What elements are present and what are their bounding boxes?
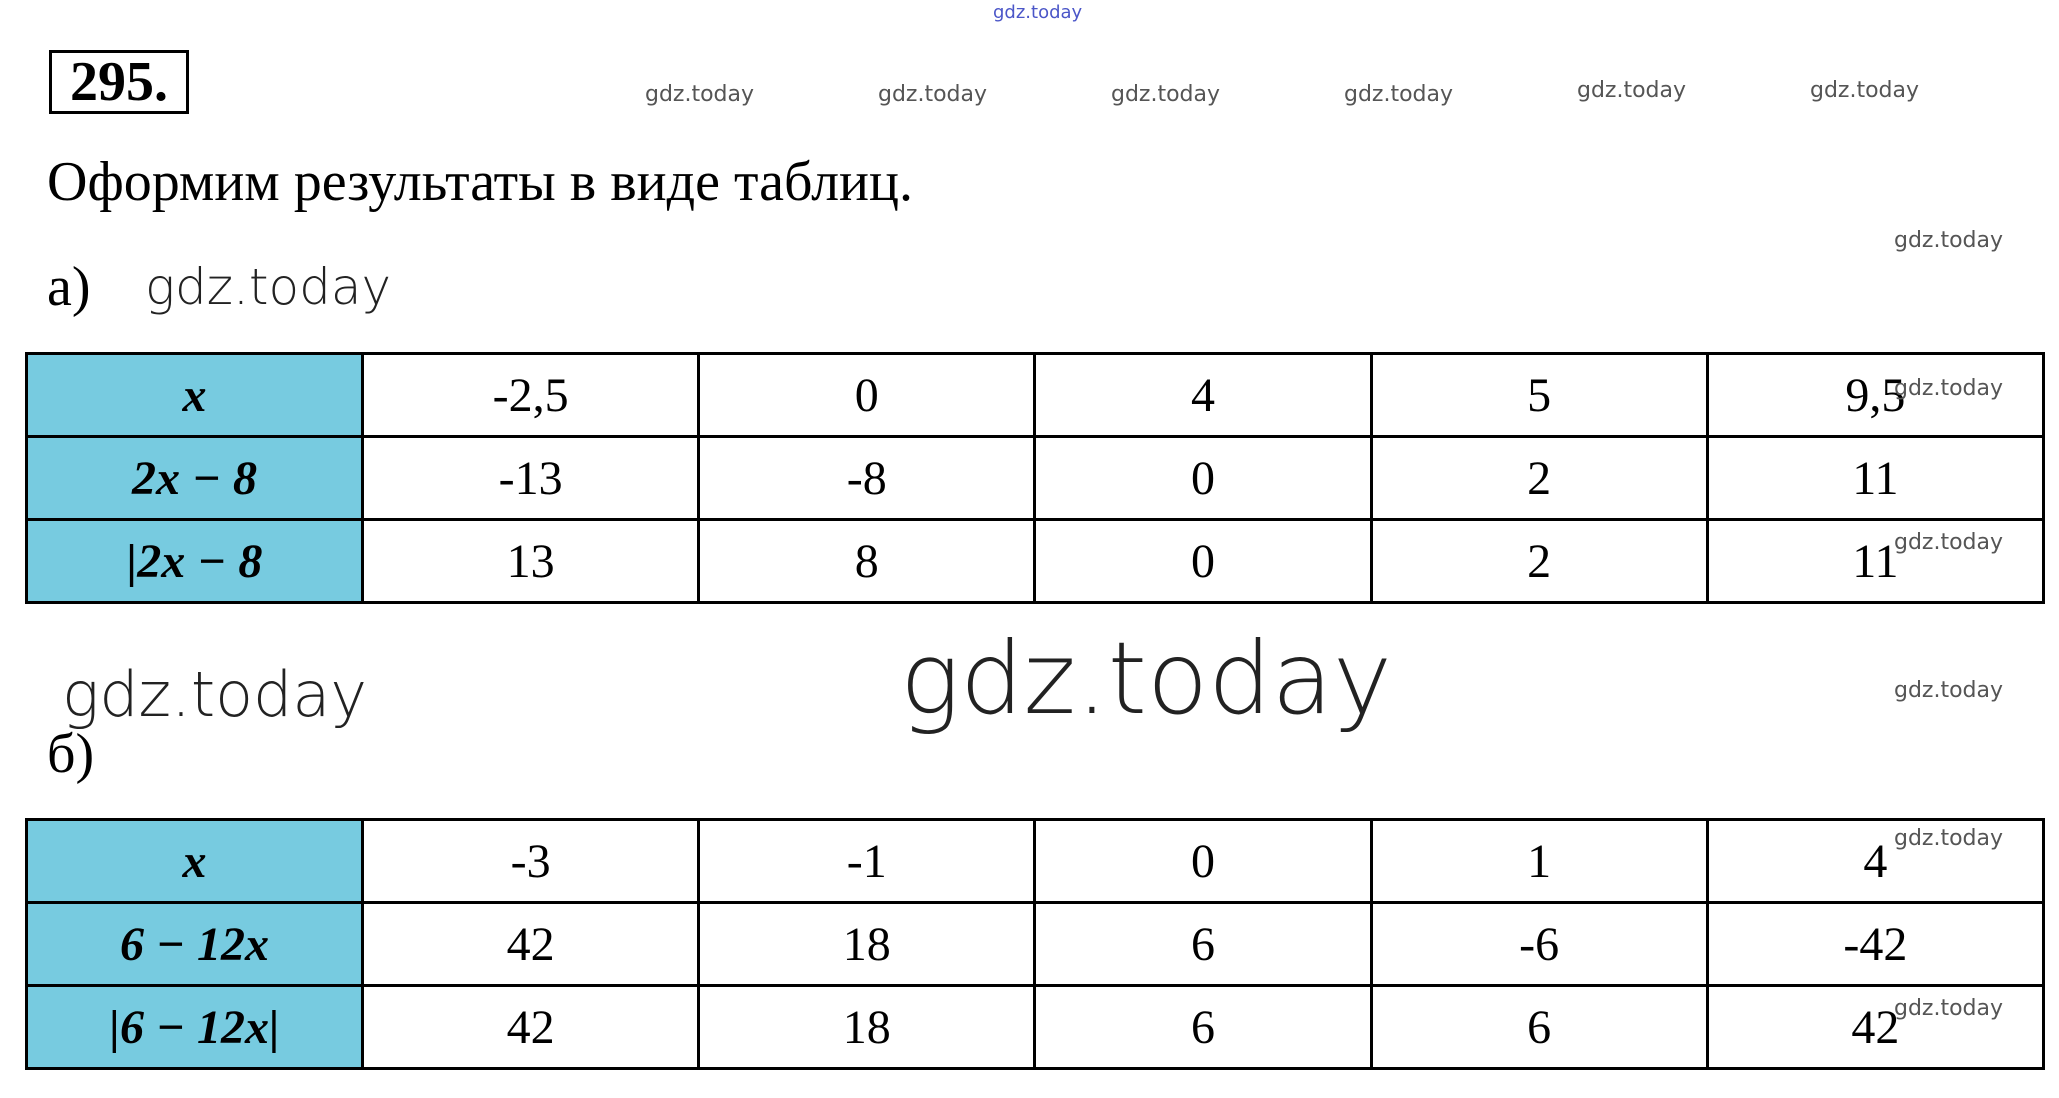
table-cell: 0	[1035, 437, 1371, 520]
table-cell: -8	[699, 437, 1035, 520]
table-row	[27, 820, 2044, 903]
table-part-a	[25, 352, 2045, 604]
table-cell: -3	[363, 820, 699, 903]
table-cell: 0	[699, 354, 1035, 437]
watermark: gdz.today	[1810, 78, 1920, 103]
row-header: 6 − 12x	[27, 903, 363, 986]
table-cell: 0	[1035, 520, 1371, 603]
table-cell: 11	[1707, 437, 2043, 520]
watermark: gdz.today	[878, 82, 988, 107]
table-cell: 2	[1371, 437, 1707, 520]
part-b-label: б)	[47, 723, 95, 785]
watermark: gdz.today	[1344, 82, 1454, 107]
watermark: gdz.today	[1111, 82, 1221, 107]
table-cell: -42	[1707, 903, 2043, 986]
row-header: |6 − 12x|	[27, 986, 363, 1069]
table-cell: -2,5	[363, 354, 699, 437]
table-row	[27, 986, 2044, 1069]
watermark: gdz.today	[1894, 376, 2004, 401]
table-cell: -1	[699, 820, 1035, 903]
table-cell: 42	[363, 903, 699, 986]
watermark-top: gdz.today	[993, 2, 1083, 23]
table-row	[27, 903, 2044, 986]
table-cell: 42	[363, 986, 699, 1069]
watermark: gdz.today	[1894, 530, 2004, 555]
table-cell: 42	[1707, 986, 2043, 1069]
table-cell: 0	[1035, 820, 1371, 903]
watermark: gdz.today	[1577, 78, 1687, 103]
table-part-b	[25, 818, 2045, 1070]
table-cell: 2	[1371, 520, 1707, 603]
table-row	[27, 437, 2044, 520]
row-header: x	[27, 820, 363, 903]
row-header: |2x − 8	[27, 520, 363, 603]
table-cell: 1	[1371, 820, 1707, 903]
table-cell: 6	[1371, 986, 1707, 1069]
table-cell: 18	[699, 986, 1035, 1069]
problem-number: 295.	[49, 50, 189, 114]
watermark-medium: gdz.today	[62, 658, 368, 731]
watermark: gdz.today	[645, 82, 755, 107]
watermark: gdz.today	[1894, 228, 2004, 253]
watermark: gdz.today	[1894, 996, 2004, 1021]
heading: Оформим результаты в виде таблиц.	[47, 151, 913, 213]
table-cell: 9,5	[1707, 354, 2043, 437]
table-row	[27, 520, 2044, 603]
table-row	[27, 354, 2044, 437]
row-header: 2x − 8	[27, 437, 363, 520]
table-cell: -6	[1371, 903, 1707, 986]
watermark: gdz.today	[1894, 826, 2004, 851]
table-cell: 6	[1035, 903, 1371, 986]
table-cell: -13	[363, 437, 699, 520]
row-header: x	[27, 354, 363, 437]
part-a-label: а)	[47, 256, 91, 318]
watermark-large: gdz.today	[900, 620, 1393, 737]
table-cell: 4	[1035, 354, 1371, 437]
table-cell: 4	[1707, 820, 2043, 903]
table-cell: 18	[699, 903, 1035, 986]
table-cell: 13	[363, 520, 699, 603]
watermark-medium: gdz.today	[145, 258, 392, 316]
table-cell: 11	[1707, 520, 2043, 603]
watermark: gdz.today	[1894, 678, 2004, 703]
table-cell: 8	[699, 520, 1035, 603]
table-cell: 5	[1371, 354, 1707, 437]
table-cell: 6	[1035, 986, 1371, 1069]
